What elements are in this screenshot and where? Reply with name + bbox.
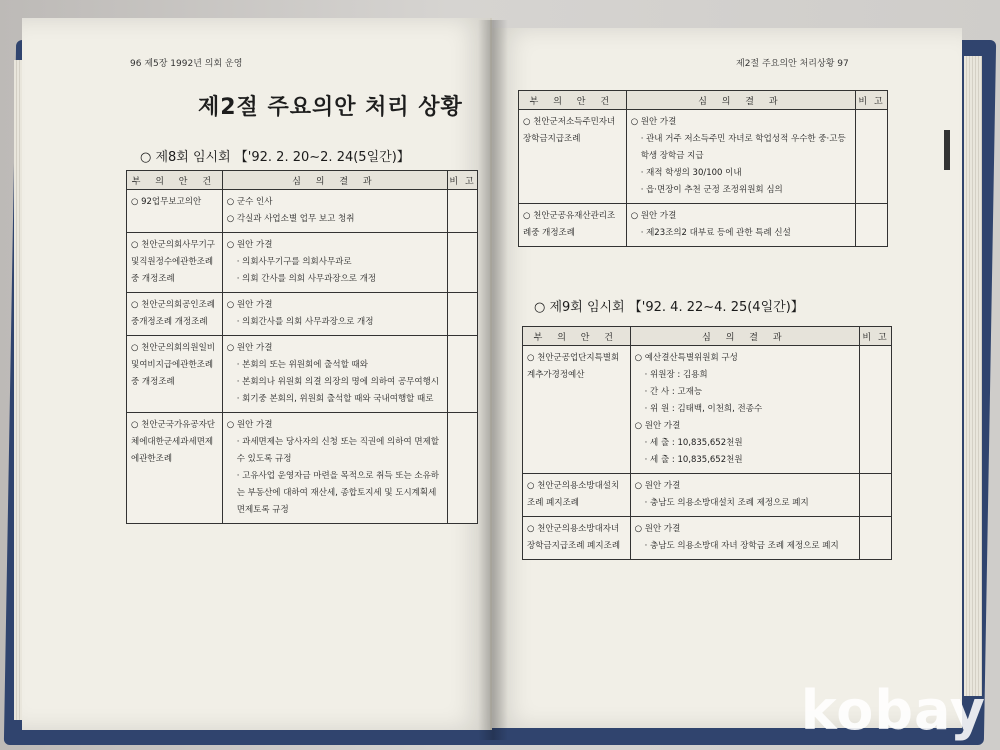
result-line: ○ 원안 가결 — [630, 117, 677, 127]
session8-table-continued — [518, 90, 888, 247]
result-line: ○ 원안 가결 — [226, 343, 273, 353]
result-cell — [626, 204, 855, 247]
table-row — [127, 336, 478, 413]
column-header-result: 심 의 결 과 — [630, 327, 859, 346]
column-header-item: 부 의 안 건 — [127, 171, 223, 190]
table-row — [127, 233, 478, 293]
result-line: · 재적 학생의 30/100 이내 — [640, 168, 742, 178]
right-page-edges — [964, 56, 982, 696]
result-line: · 충남도 의용소방대 자녀 장학금 조례 제정으로 폐지 — [644, 541, 839, 551]
table-row — [127, 190, 478, 233]
note-cell — [860, 346, 892, 474]
agenda-item: ○ 천안군의회사무기구및직원정수에관한조례중 개정조례 — [127, 233, 223, 293]
result-cell — [630, 346, 859, 474]
watermark-logo: kobay — [800, 679, 986, 742]
table-row — [519, 204, 888, 247]
result-cell — [222, 190, 447, 233]
agenda-item: ○ 천안군공유재산관리조례중 개정조례 — [519, 204, 627, 247]
agenda-item: ○ 천안군저소득주민자녀장학금지급조례 — [519, 110, 627, 204]
result-line: ○ 원안 가결 — [634, 524, 681, 534]
column-header-note: 비 고 — [860, 327, 892, 346]
agenda-item: ○ 천안군의용소방대자녀장학금지급조례 폐지조례 — [523, 517, 631, 560]
table-row — [523, 474, 892, 517]
result-line: · 의회사무기구를 의회사무과로 — [236, 257, 352, 267]
result-cell — [222, 293, 447, 336]
note-cell — [448, 190, 478, 233]
result-line: · 과세면제는 당사자의 신청 또는 직권에 의하여 면제할 수 있도록 규정 — [236, 437, 439, 464]
note-cell — [448, 413, 478, 524]
table-row — [523, 517, 892, 560]
result-line: ○ 원안 가결 — [634, 421, 681, 431]
result-line: ○ 원안 가결 — [630, 211, 677, 221]
column-header-note: 비 고 — [448, 171, 478, 190]
note-cell — [856, 110, 888, 204]
right-running-header: 제2절 주요의안 처리상황 97 — [736, 59, 849, 69]
note-cell — [860, 474, 892, 517]
result-line: · 위원장 : 김용희 — [644, 370, 708, 380]
result-cell — [630, 517, 859, 560]
agenda-item: ○ 천안군국가유공자단체에대한군세과세면제에관한조례 — [127, 413, 223, 524]
result-line: ○ 원안 가결 — [226, 240, 273, 250]
note-cell — [448, 233, 478, 293]
result-line: ○ 원안 가결 — [634, 481, 681, 491]
result-line: · 본회의나 위원회 의결 의장의 명에 의하여 공무여행시 — [236, 377, 439, 387]
session8-title: ○ 제8회 임시회 【'92. 2. 20∼2. 24(5일간)】 — [140, 150, 410, 165]
result-line: · 의회 간사를 의회 사무과장으로 개정 — [236, 274, 377, 284]
agenda-item: ○ 92업무보고의안 — [127, 190, 223, 233]
right-page — [492, 28, 962, 728]
result-line: · 본회의 또는 위원회에 출석할 때와 — [236, 360, 368, 370]
column-header-item: 부 의 안 건 — [519, 91, 627, 110]
result-cell — [630, 474, 859, 517]
column-header-note: 비 고 — [856, 91, 888, 110]
result-line: · 고유사업 운영자금 마련을 목적으로 취득 또는 소유하는 부동산에 대하여 재산세, 종합토지세 및 도시계획세 면제토록 규정 — [236, 471, 439, 515]
result-line: · 간 사 : 고재능 — [644, 387, 703, 397]
result-line: ○ 원안 가결 — [226, 300, 273, 310]
session8-table — [126, 170, 478, 524]
left-running-header: 96 제5장 1992년 의회 운영 — [130, 59, 243, 69]
result-line: · 충남도 의용소방대설치 조례 제정으로 폐지 — [644, 498, 809, 508]
note-cell — [448, 293, 478, 336]
result-cell — [222, 413, 447, 524]
agenda-item: ○ 천안군의회공인조례중개정조례 개정조례 — [127, 293, 223, 336]
session9-table — [522, 326, 892, 560]
result-line: · 관내 거주 저소득주민 자녀로 학업성적 우수한 중·고등학생 장학금 지급 — [640, 134, 846, 161]
table-row — [127, 293, 478, 336]
table-row — [523, 346, 892, 474]
result-line: · 읍·면장이 추천 군정 조정위원회 심의 — [640, 185, 783, 195]
result-cell — [222, 336, 447, 413]
result-line: · 세 출 : 10,835,652천원 — [644, 455, 743, 465]
note-cell — [856, 204, 888, 247]
result-line: ○ 군수 인사 — [226, 197, 273, 207]
note-cell — [860, 517, 892, 560]
result-cell — [626, 110, 855, 204]
column-header-result: 심 의 결 과 — [626, 91, 855, 110]
page-edge-marker — [944, 130, 950, 170]
note-cell — [448, 336, 478, 413]
chapter-title: 제2절 주요의안 처리 상황 — [198, 95, 463, 120]
session9-title: ○ 제9회 임시회 【'92. 4. 22∼4. 25(4일간)】 — [534, 300, 804, 315]
agenda-item: ○ 천안군의용소방대설치조례 폐지조례 — [523, 474, 631, 517]
agenda-item: ○ 천안군의회의원일비및여비지급에관한조례중 개정조례 — [127, 336, 223, 413]
result-line: · 회기중 본회의, 위원회 출석할 때와 국내여행할 때로 — [236, 394, 434, 404]
column-header-item: 부 의 안 건 — [523, 327, 631, 346]
result-cell — [222, 233, 447, 293]
column-header-result: 심 의 결 과 — [222, 171, 447, 190]
left-page — [22, 18, 492, 730]
result-line: · 제23조의2 대부료 등에 관한 특례 신설 — [640, 228, 791, 238]
result-line: · 세 출 : 10,835,652천원 — [644, 438, 743, 448]
result-line: ○ 예산결산특별위원회 구성 — [634, 353, 738, 363]
result-line: · 의회간사를 의회 사무과장으로 개정 — [236, 317, 374, 327]
agenda-item: ○ 천안군공업단지특별회계추가경정예산 — [523, 346, 631, 474]
table-row — [519, 110, 888, 204]
result-line: ○ 각실과 사업소별 업무 보고 청취 — [226, 214, 355, 224]
result-line: · 위 원 : 김태백, 이천희, 전종수 — [644, 404, 763, 414]
book-spine-shadow — [478, 20, 508, 740]
table-row — [127, 413, 478, 524]
result-line: ○ 원안 가결 — [226, 420, 273, 430]
